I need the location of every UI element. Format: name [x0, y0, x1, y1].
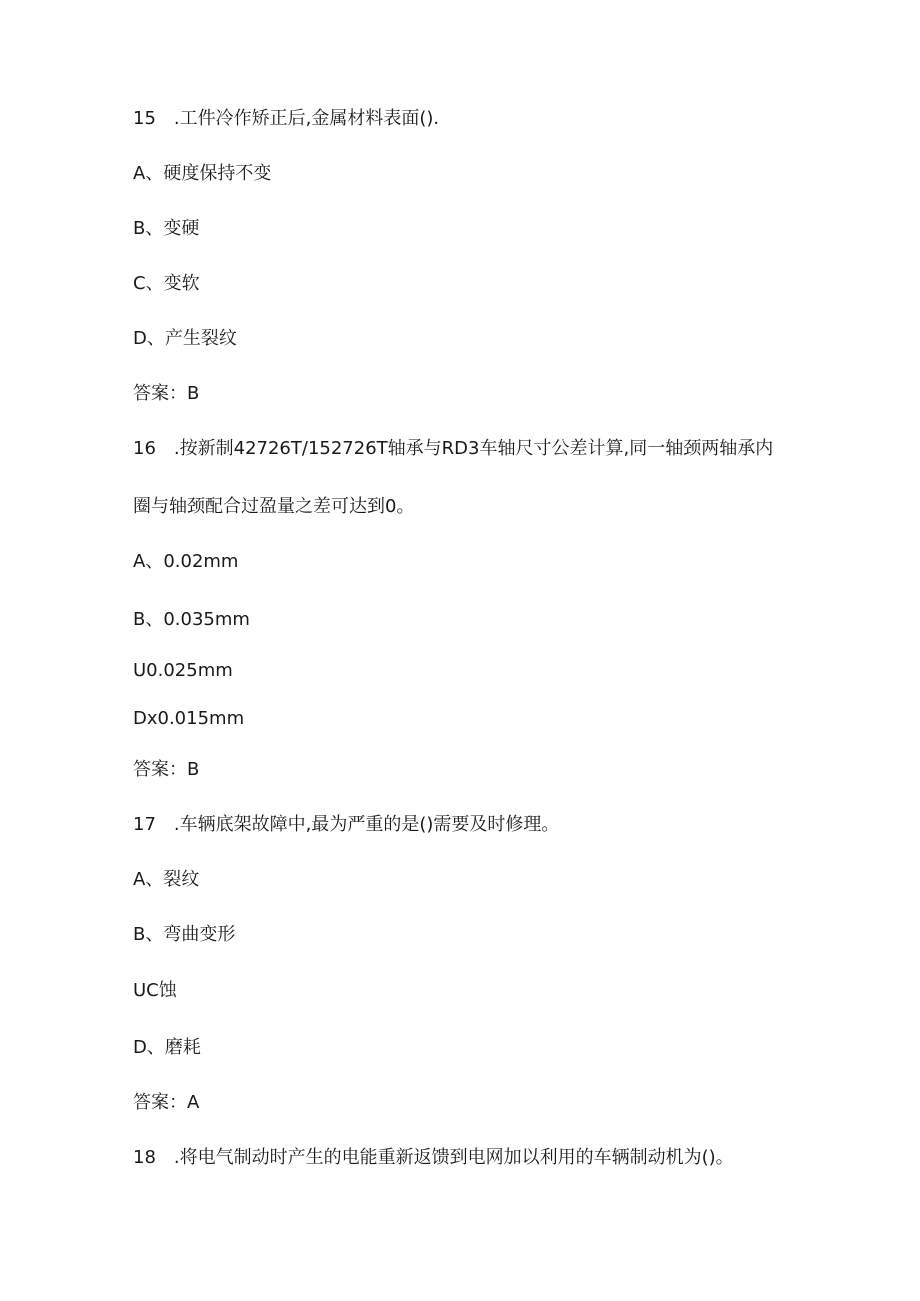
- question-15-option-a: A、硬度保持不变: [133, 163, 272, 184]
- question-15-option-b: B、变硬: [133, 218, 200, 239]
- question-17-option-a: A、裂纹: [133, 869, 200, 890]
- question-17-option-d: D、磨耗: [133, 1037, 201, 1058]
- question-17-text: 17 .车辆底架故障中,最为严重的是()需要及时修理。: [133, 814, 560, 835]
- question-17-option-c: UC蚀: [133, 980, 177, 1001]
- question-16-text-line-2: 圈与轴颈配合过盈量之差可达到0。: [133, 496, 415, 517]
- question-16-text-line-1: 16 .按新制42726T/152726T轴承与RD3车轴尺寸公差计算,同一轴颈两轴承内: [133, 438, 774, 459]
- question-16-option-c: U0.025mm: [133, 660, 233, 681]
- question-16-answer: 答案：B: [133, 759, 200, 780]
- question-16-option-a: A、0.02mm: [133, 551, 239, 572]
- question-15-option-d: D、产生裂纹: [133, 328, 237, 349]
- question-17-answer: 答案：A: [133, 1092, 200, 1113]
- question-15-option-c: C、变软: [133, 273, 200, 294]
- question-16-option-b: B、0.035mm: [133, 609, 250, 630]
- question-15-answer: 答案：B: [133, 383, 200, 404]
- question-15-text: 15 .工件冷作矫正后,金属材料表面().: [133, 108, 440, 129]
- question-16-option-d: Dx0.015mm: [133, 708, 245, 729]
- question-18-text: 18 .将电气制动时产生的电能重新返馈到电网加以利用的车辆制动机为()。: [133, 1147, 734, 1168]
- question-17-option-b: B、弯曲变形: [133, 924, 236, 945]
